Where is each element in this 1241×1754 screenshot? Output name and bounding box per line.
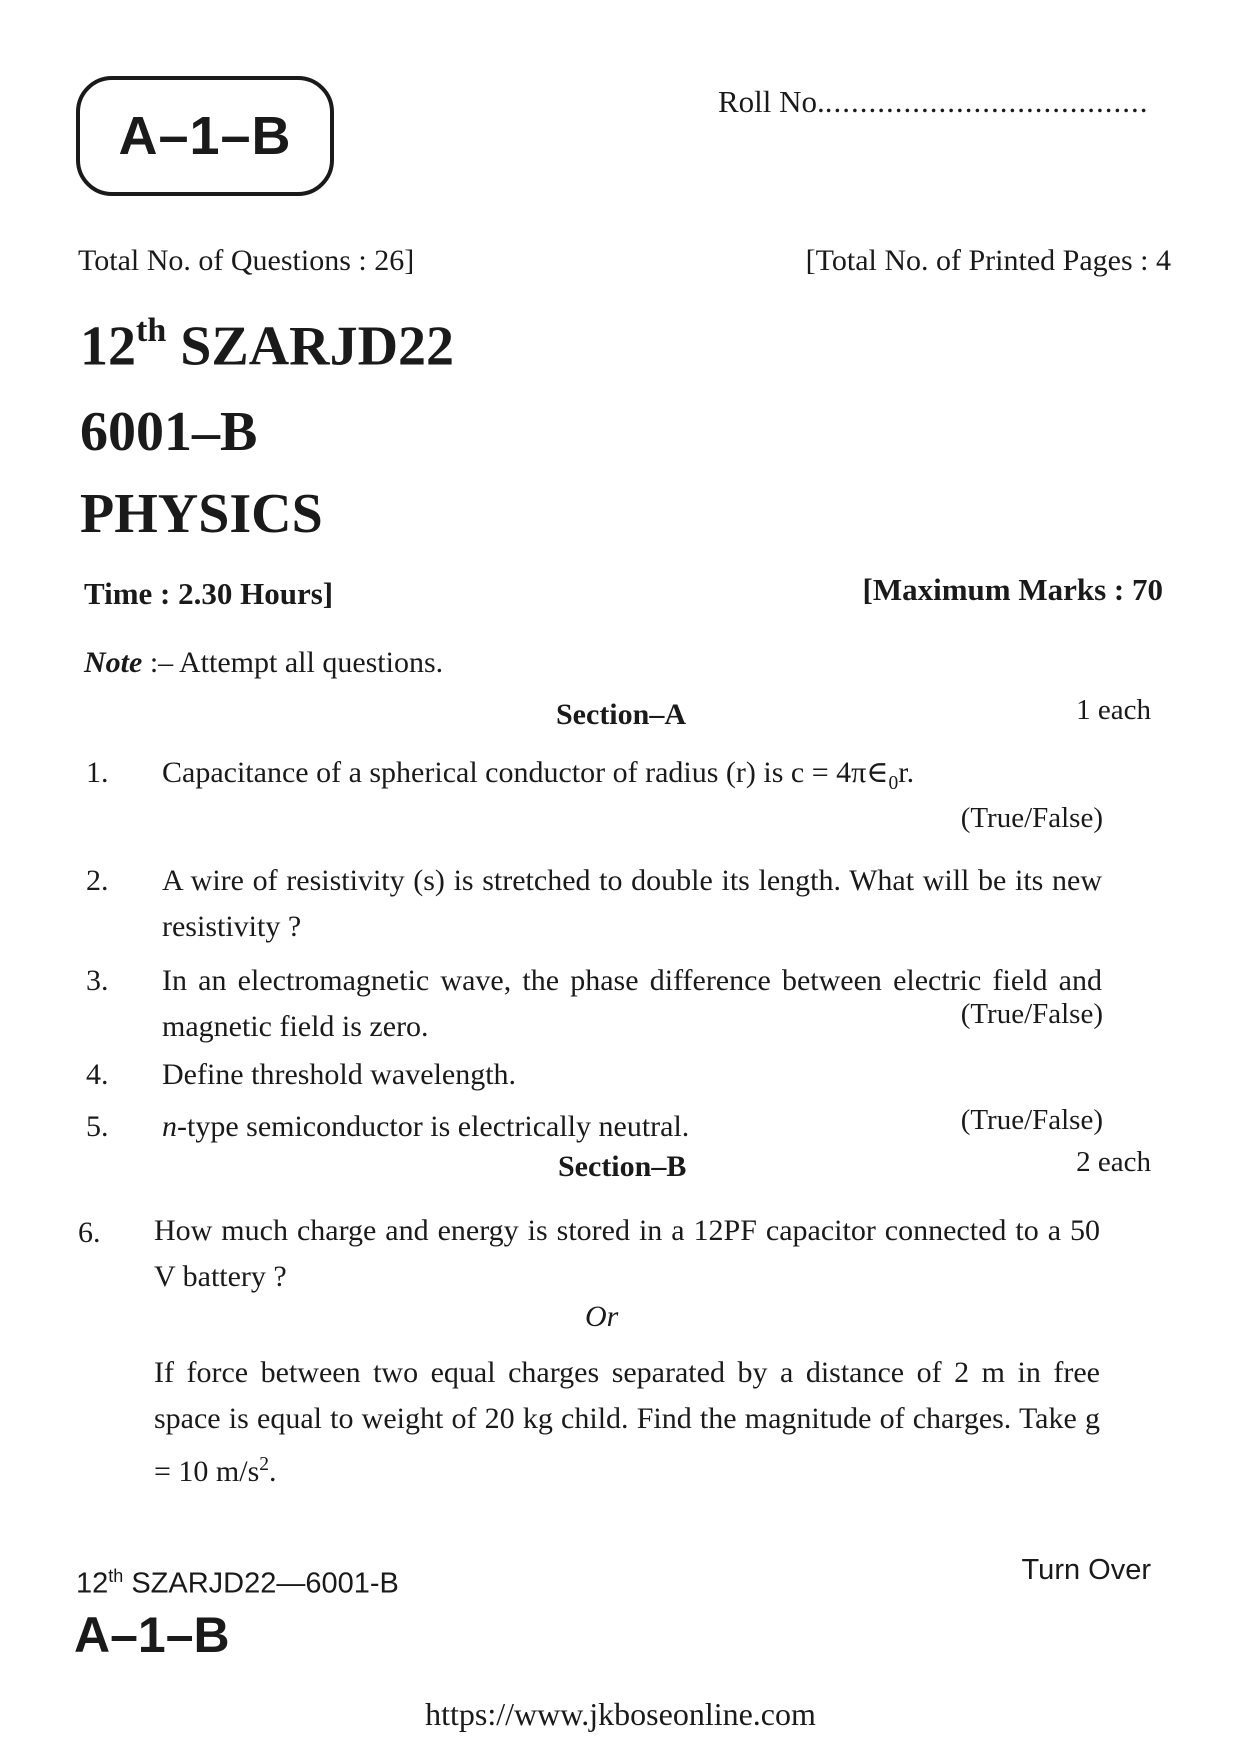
q4-text: Define threshold wavelength. bbox=[162, 1058, 517, 1091]
q5-text-main: -type semiconductor is electrically neutral. bbox=[177, 1110, 690, 1143]
note bbox=[84, 646, 443, 680]
q5-text-italic: n bbox=[162, 1110, 177, 1143]
q3-tag: (True/False) bbox=[960, 998, 1103, 1030]
q2-text: A wire of resistivity (s) is stretched to double its length. What will be its new resistivity ? bbox=[162, 864, 1102, 943]
footer-code-rest: SZARJD22—6001-B bbox=[131, 1567, 399, 1600]
total-pages: [Total No. of Printed Pages : 4 bbox=[805, 244, 1171, 277]
subject-code: 6001–B bbox=[80, 401, 258, 463]
q1-tag: (True/False) bbox=[960, 802, 1103, 834]
q6-text: How much charge and energy is stored in a 12PF capacitor connected to a 50 V battery ? bbox=[154, 1214, 1100, 1293]
section-a-marks: 1 each bbox=[1076, 694, 1151, 726]
class-code: SZARJD22 bbox=[180, 315, 455, 378]
footer-paper-code: A–1–B bbox=[74, 1607, 230, 1663]
paper-code-badge bbox=[76, 76, 334, 196]
source-url: https://www.jkboseonline.com bbox=[425, 1696, 816, 1732]
max-marks: [Maximum Marks : 70 bbox=[862, 572, 1163, 607]
q6-alt-sup: 2 bbox=[259, 1454, 270, 1475]
q5-number: 5. bbox=[86, 1110, 109, 1143]
q4-number: 4. bbox=[86, 1058, 109, 1091]
note-text: :– Attempt all questions. bbox=[149, 646, 444, 679]
q1-text bbox=[162, 750, 1102, 807]
q1-text-sub: 0 bbox=[888, 773, 899, 794]
class-num: 12 bbox=[80, 315, 136, 378]
q5-tag: (True/False) bbox=[960, 1104, 1103, 1136]
turn-over: Turn Over bbox=[1021, 1554, 1151, 1586]
q6-alt-text-a: If force between two equal charges separated by a distance of 2 m in free space is equal to weight of 20 kg child. Find the magnitude of charges. Take g = 10 m/s bbox=[154, 1356, 1100, 1488]
total-questions: Total No. of Questions : 26] bbox=[78, 244, 415, 277]
exam-time: Time : 2.30 Hours] bbox=[84, 576, 334, 611]
section-b-marks: 2 each bbox=[1076, 1146, 1151, 1178]
footer-code bbox=[76, 1566, 399, 1601]
class-sup: th bbox=[136, 312, 167, 349]
footer-code-num: 12 bbox=[76, 1567, 109, 1600]
q6-alt-text bbox=[154, 1350, 1100, 1495]
section-b-title: Section–B bbox=[558, 1150, 687, 1183]
roll-dots: ..................................... bbox=[824, 84, 1149, 119]
class-title bbox=[80, 312, 455, 378]
paper-code: A–1–B bbox=[118, 106, 292, 166]
note-label: Note bbox=[84, 646, 143, 679]
q3-number: 3. bbox=[86, 964, 109, 997]
q6-number: 6. bbox=[78, 1216, 101, 1249]
q1-number: 1. bbox=[86, 756, 109, 789]
q6-alt-text-b: . bbox=[269, 1455, 277, 1488]
footer-code-sup: th bbox=[108, 1566, 124, 1586]
q1-text-a: Capacitance of a spherical conductor of radius (r) is c = 4π∈ bbox=[162, 756, 889, 789]
roll-number-line bbox=[718, 84, 1149, 120]
section-a-title: Section–A bbox=[556, 698, 686, 731]
q1-text-b: r. bbox=[898, 756, 915, 789]
roll-label: Roll No. bbox=[718, 84, 825, 119]
subject-title: PHYSICS bbox=[80, 483, 323, 545]
q6-or: Or bbox=[585, 1300, 619, 1333]
q2-number: 2. bbox=[86, 864, 109, 897]
q3-text: In an electromagnetic wave, the phase difference between electric field and magnetic field is zero. bbox=[162, 964, 1102, 1043]
